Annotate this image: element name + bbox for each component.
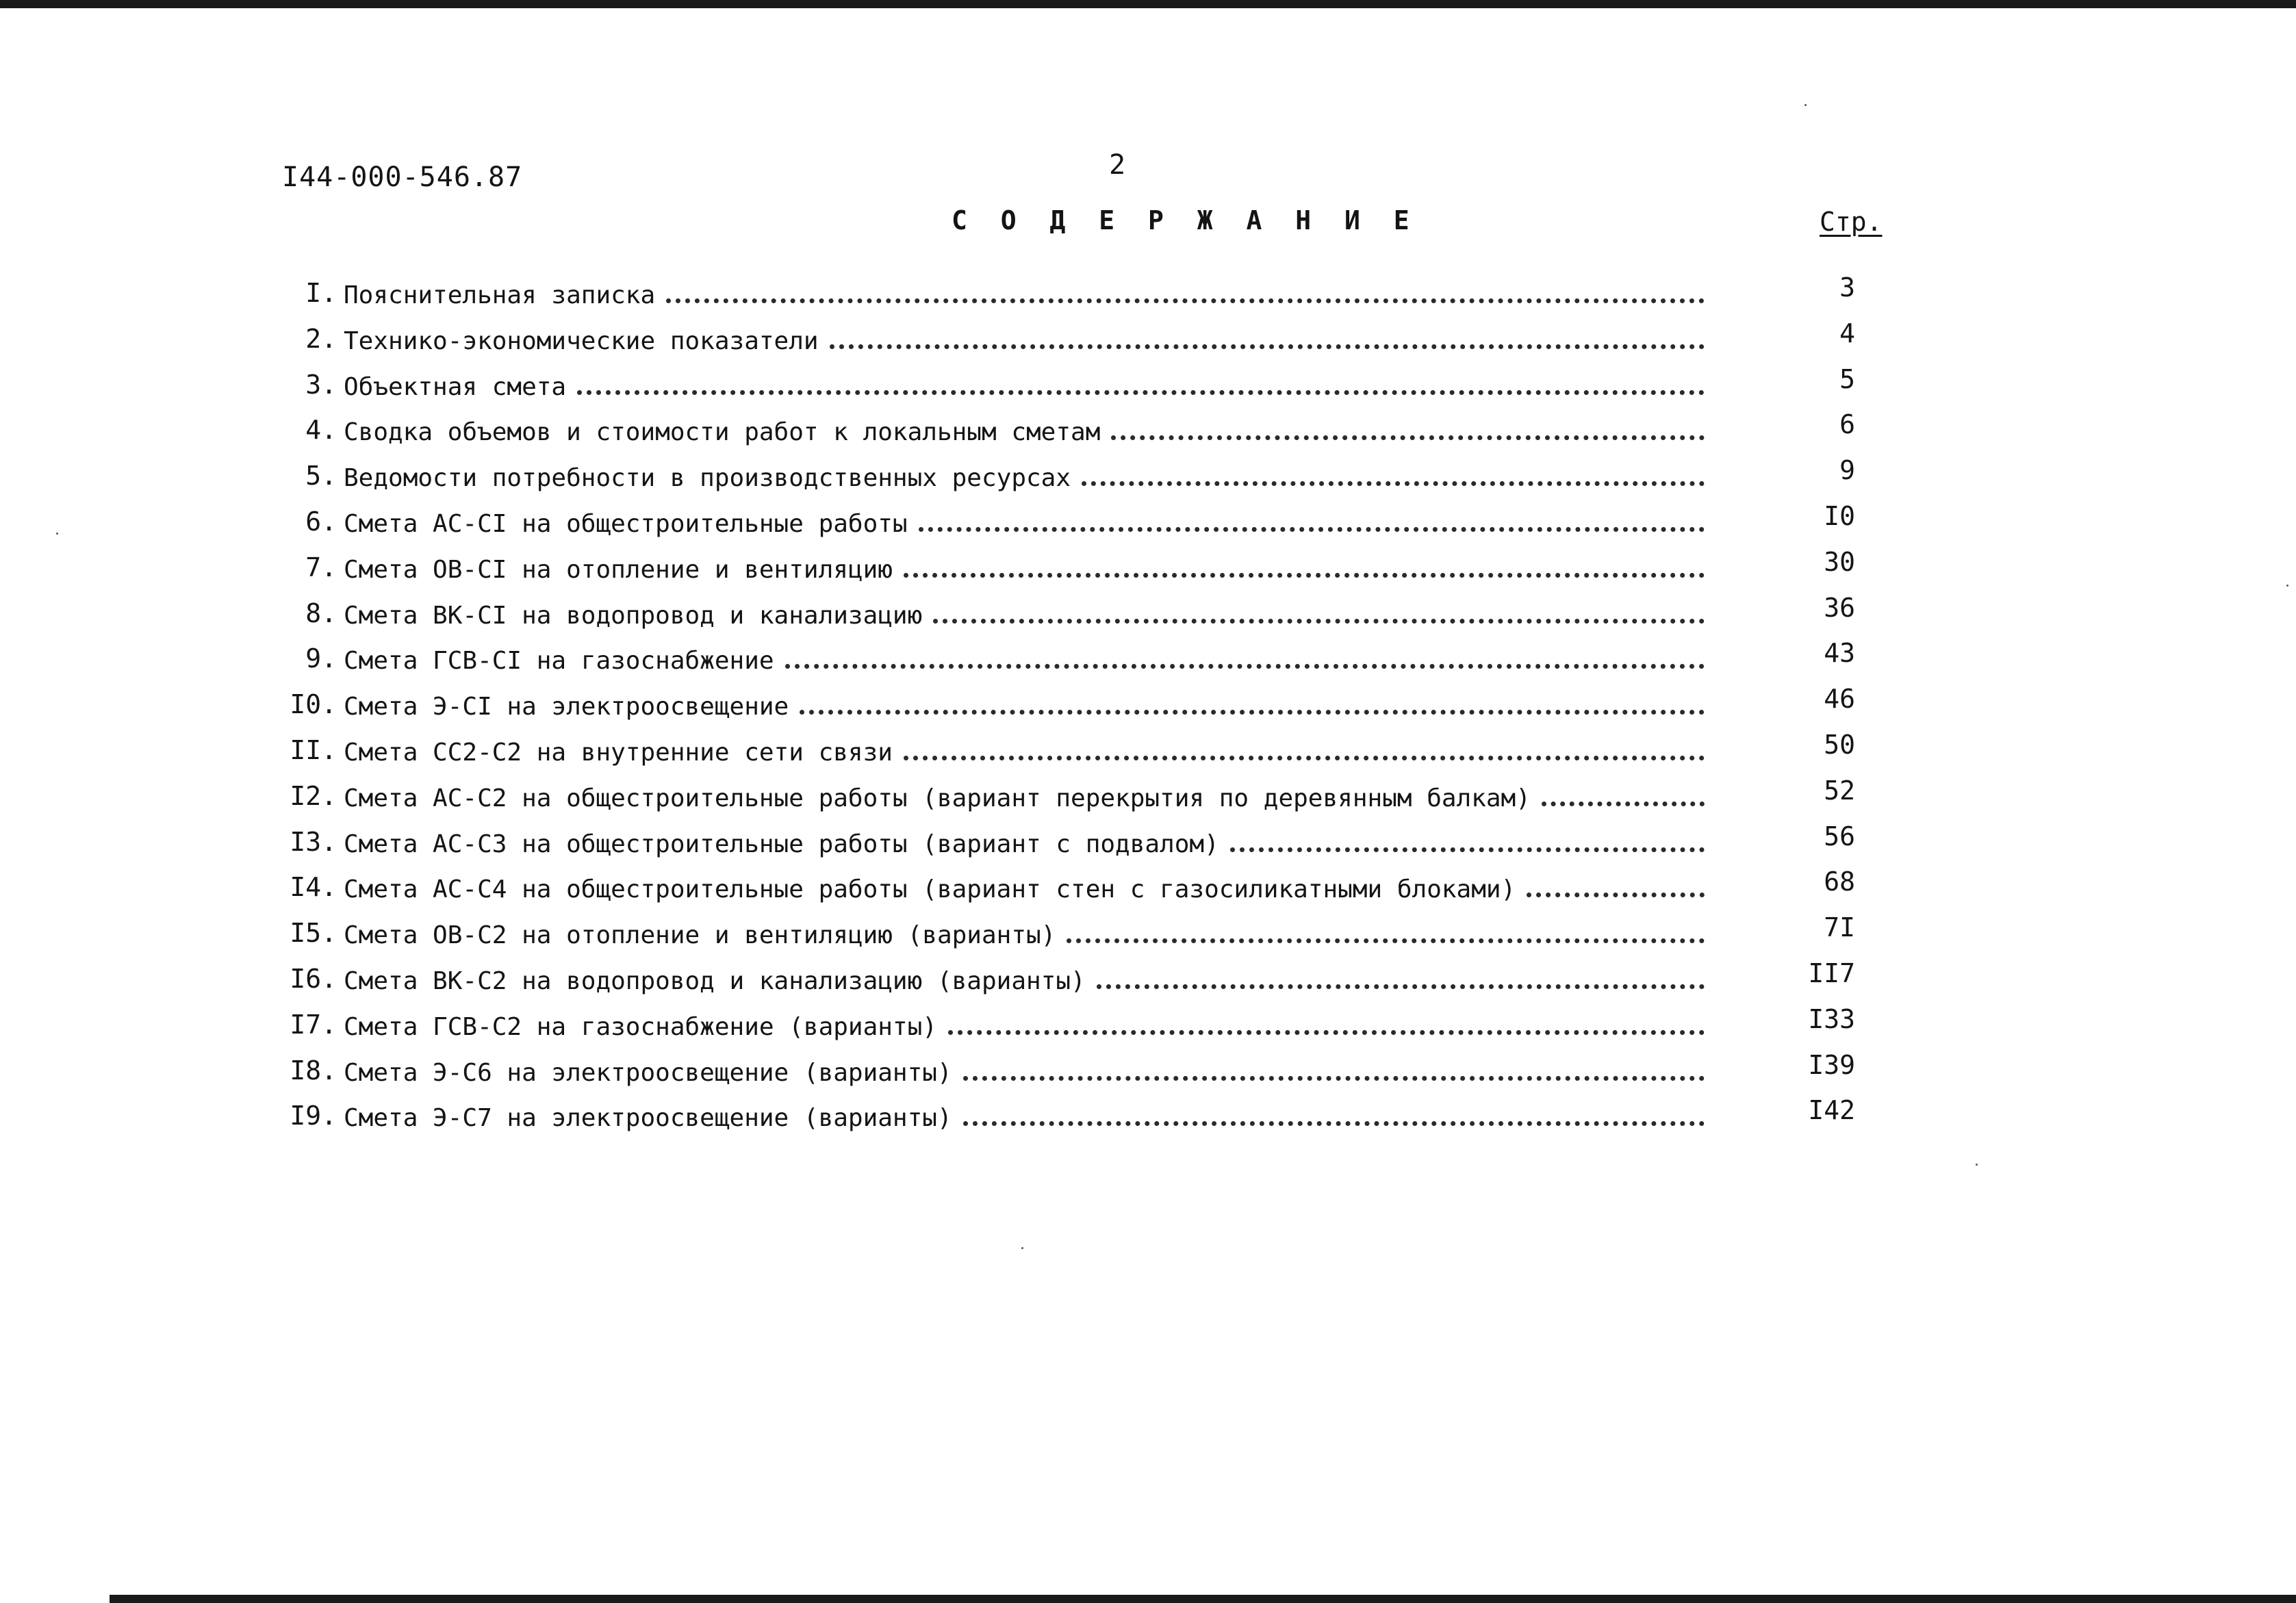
toc-entry — [0, 775, 2296, 821]
toc-entry-title-line — [344, 689, 1707, 721]
toc-entry-page: 6 — [1839, 409, 1855, 440]
toc-entry-number: 9. — [305, 643, 337, 674]
toc-entry — [0, 455, 2296, 501]
toc-entry-number: I7. — [290, 1009, 337, 1040]
toc-entry-title: Ведомости потребности в производственных ресурсах — [344, 464, 1082, 492]
toc-entry-title: Сводка объемов и стоимости работ к локальным сметам — [344, 418, 1111, 446]
toc-entry-title: Смета ОВ-С2 на отопление и вентиляцию (варианты) — [344, 921, 1067, 949]
toc-entry-page: 3 — [1839, 272, 1855, 303]
page-number: 2 — [1109, 149, 1126, 181]
toc-entry-number: 4. — [305, 415, 337, 446]
toc-entry-page: 43 — [1824, 638, 1855, 669]
pages-column-header: Стр. — [1820, 207, 1883, 237]
scan-speck — [1804, 104, 1807, 106]
toc-entry-number: I2. — [290, 780, 337, 811]
toc-entry-page: 56 — [1824, 821, 1855, 851]
toc-entry — [0, 547, 2296, 593]
toc-entry-title-line — [344, 827, 1707, 858]
dot-leader — [785, 643, 1705, 669]
toc-entry-page: I39 — [1808, 1049, 1855, 1080]
toc-entry-title-line — [344, 552, 1707, 584]
toc-entry — [0, 730, 2296, 775]
toc-entry-title: Смета ГСВ-С2 на газоснабжение (варианты) — [344, 1013, 948, 1041]
toc-entry-title-line — [344, 918, 1707, 949]
toc-entry-number: I5. — [290, 918, 337, 949]
toc-entry-title-line — [344, 278, 1707, 309]
toc-entry — [0, 912, 2296, 958]
toc-entry-title: Смета ВК-С2 на водопровод и канализацию (варианты) — [344, 967, 1097, 995]
scan-speck — [1976, 1164, 1978, 1166]
table-of-contents — [0, 272, 2296, 1141]
toc-entry-page: 7I — [1824, 912, 1855, 943]
toc-entry-title-line — [344, 643, 1707, 675]
toc-entry-title: Смета ОВ-СI на отопление и вентиляцию — [344, 556, 904, 584]
toc-entry — [0, 1004, 2296, 1050]
dot-leader — [1082, 461, 1705, 486]
toc-entry-title: Смета Э-С6 на электроосвещение (варианты) — [344, 1059, 963, 1087]
toc-entry-title: Смета АС-С2 на общестроительные работы (вариант перекрытия по деревянным балкам) — [344, 784, 1542, 812]
toc-entry — [0, 1050, 2296, 1096]
scan-border-top — [0, 0, 2296, 8]
toc-entry — [0, 272, 2296, 318]
toc-entry-page: 36 — [1824, 592, 1855, 623]
dot-leader — [904, 735, 1705, 760]
toc-entry-page: 30 — [1824, 546, 1855, 577]
toc-entry-title-line — [344, 324, 1707, 355]
scan-speck — [2286, 585, 2288, 587]
dot-leader — [1527, 872, 1705, 897]
toc-entry-title: Смета ГСВ-СI на газоснабжение — [344, 647, 785, 675]
toc-entry-page: 52 — [1824, 775, 1855, 806]
dot-leader — [1067, 918, 1705, 943]
toc-entry-page: 68 — [1824, 867, 1855, 897]
contents-title: С О Д Е Р Ж А Н И Е — [952, 205, 1418, 235]
toc-entry-page: I0 — [1824, 500, 1855, 531]
toc-entry-title: Смета Э-С7 на электроосвещение (варианты) — [344, 1104, 963, 1132]
dot-leader — [830, 324, 1705, 349]
toc-entry-number: 5. — [305, 461, 337, 491]
toc-entry — [0, 638, 2296, 684]
toc-entry-number: 6. — [305, 506, 337, 537]
toc-entry-number: I4. — [290, 872, 337, 903]
dot-leader — [1111, 415, 1705, 440]
toc-entry-title-line — [344, 370, 1707, 401]
toc-entry-page: I42 — [1808, 1095, 1855, 1126]
toc-entry-number: 2. — [305, 323, 337, 354]
toc-entry-number: I0. — [290, 689, 337, 720]
document-code: I44-000-546.87 — [282, 162, 523, 193]
dot-leader — [666, 278, 1705, 303]
toc-entry — [0, 409, 2296, 455]
scan-speck — [1021, 1247, 1023, 1249]
toc-entry-number: 8. — [305, 598, 337, 628]
toc-entry-title: Смета Э-СI на электроосвещение — [344, 693, 800, 721]
toc-entry-title-line — [344, 1101, 1707, 1132]
toc-entry-page: 5 — [1839, 363, 1855, 394]
toc-entry — [0, 501, 2296, 547]
dot-leader — [963, 1101, 1705, 1126]
dot-leader — [1097, 964, 1705, 989]
toc-entry-page: 50 — [1824, 729, 1855, 760]
toc-entry-title-line — [344, 1010, 1707, 1041]
toc-entry — [0, 1095, 2296, 1141]
toc-entry-title-line — [344, 735, 1707, 767]
toc-entry — [0, 958, 2296, 1004]
scan-speck — [56, 533, 58, 535]
toc-entry-page: II7 — [1808, 958, 1855, 988]
toc-entry-title-line — [344, 781, 1707, 812]
toc-entry-title: Смета ВК-СI на водопровод и канализацию — [344, 602, 933, 630]
toc-entry-number: I9. — [290, 1101, 337, 1131]
toc-entry — [0, 821, 2296, 867]
toc-entry-title: Смета АС-С3 на общестроительные работы (вариант с подвалом) — [344, 830, 1230, 858]
toc-entry-title: Объектная смета — [344, 373, 577, 401]
toc-entry-title-line — [344, 964, 1707, 995]
toc-entry — [0, 867, 2296, 912]
toc-entry-title-line — [344, 461, 1707, 492]
dot-leader — [800, 689, 1705, 715]
toc-entry-number: I3. — [290, 826, 337, 857]
toc-entry-page: I33 — [1808, 1003, 1855, 1034]
dot-leader — [904, 552, 1705, 578]
dot-leader — [948, 1010, 1705, 1035]
toc-entry-title: Технико-экономические показатели — [344, 327, 830, 355]
toc-entry-number: I6. — [290, 963, 337, 994]
dot-leader — [577, 370, 1705, 395]
toc-entry-number: I. — [305, 278, 337, 308]
dot-leader — [963, 1055, 1705, 1081]
dot-leader — [1542, 781, 1705, 806]
dot-leader — [933, 598, 1705, 624]
scan-border-bottom — [110, 1595, 2296, 1603]
toc-entry-title: Пояснительная записка — [344, 281, 666, 309]
toc-entry-number: 7. — [305, 552, 337, 582]
toc-entry-page: 9 — [1839, 455, 1855, 486]
toc-entry-number: 3. — [305, 369, 337, 400]
dot-leader — [919, 506, 1705, 532]
toc-entry — [0, 318, 2296, 364]
toc-entry-title: Смета СС2-С2 на внутренние сети связи — [344, 739, 904, 767]
toc-entry-title: Смета АС-СI на общестроительные работы — [344, 510, 919, 538]
toc-entry-number: II. — [290, 734, 337, 765]
toc-entry-title-line — [344, 598, 1707, 630]
toc-entry-page: 46 — [1824, 684, 1855, 715]
toc-entry-title-line — [344, 415, 1707, 446]
toc-entry-title-line — [344, 506, 1707, 538]
toc-entry — [0, 364, 2296, 410]
dot-leader — [1230, 827, 1705, 852]
toc-entry — [0, 684, 2296, 730]
toc-entry-title-line — [344, 872, 1707, 903]
toc-entry-number: I8. — [290, 1055, 337, 1086]
toc-entry-title: Смета АС-С4 на общестроительные работы (вариант стен с газосиликатными блоками) — [344, 875, 1527, 903]
toc-entry — [0, 593, 2296, 639]
toc-entry-title-line — [344, 1055, 1707, 1087]
toc-entry-page: 4 — [1839, 318, 1855, 348]
